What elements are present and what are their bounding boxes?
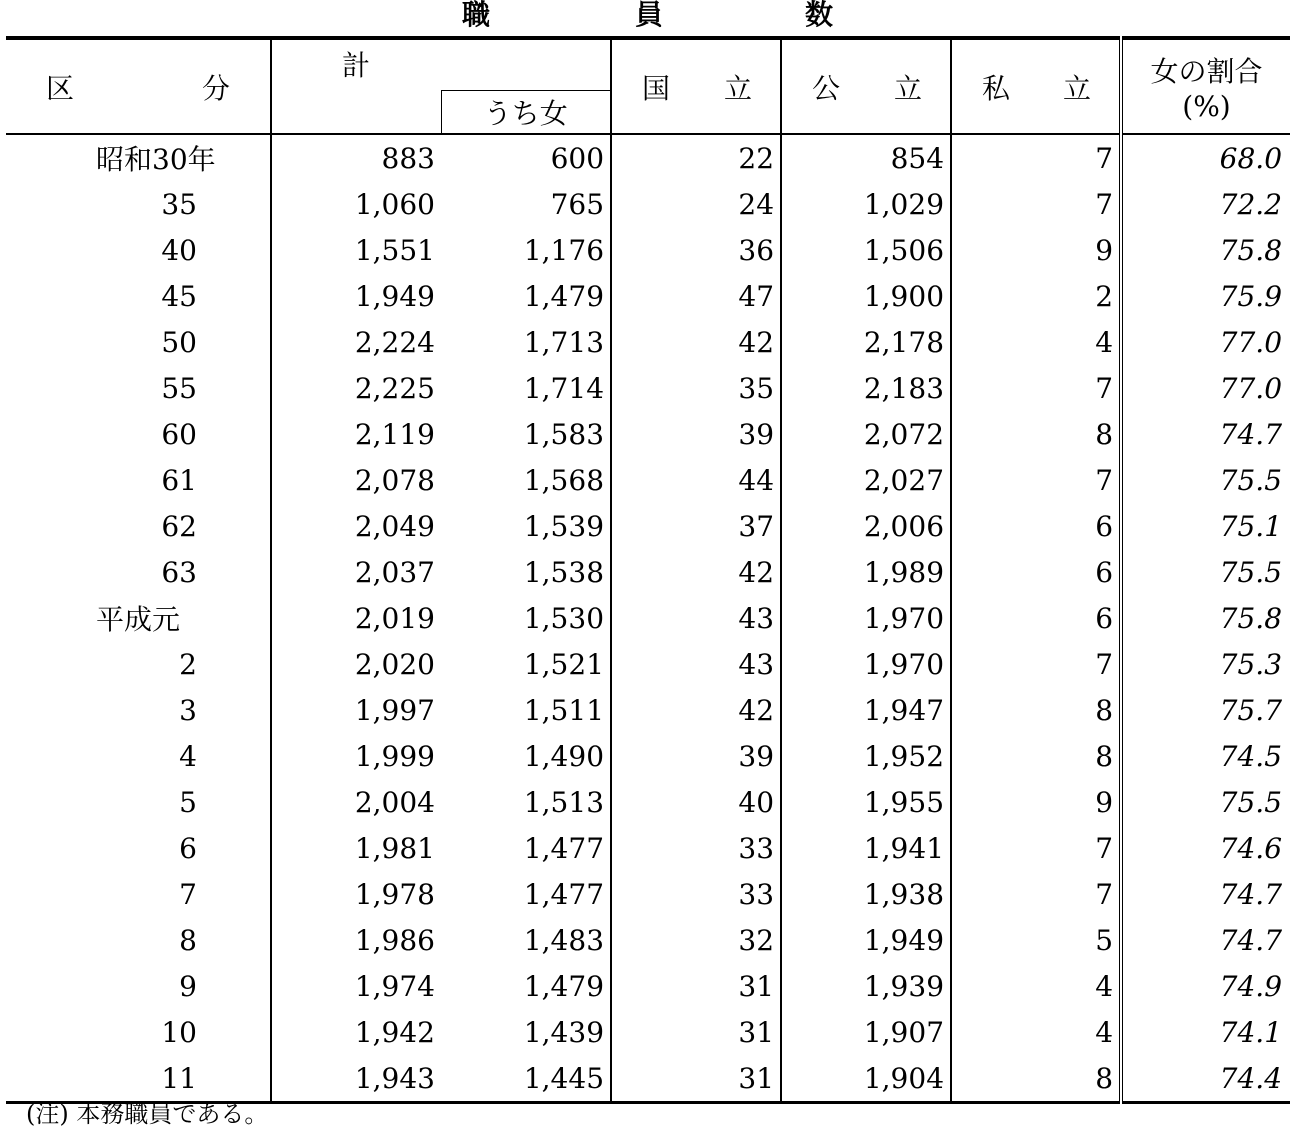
header-kubun: 区 分 — [6, 38, 271, 134]
cell-public: 1,029 — [781, 181, 951, 227]
cell-total: 1,551 — [354, 233, 435, 267]
row-label: 2 — [6, 641, 271, 687]
header-national: 国 立 — [611, 38, 781, 134]
table-row — [6, 134, 1290, 181]
cell-total: 883 — [381, 141, 435, 175]
cell-public: 1,952 — [781, 733, 951, 779]
cell-female: 1,511 — [441, 687, 611, 733]
cell-private: 8 — [1095, 739, 1114, 773]
cell-female-ratio: 74.7 — [1121, 411, 1290, 457]
header-public: 公 立 — [781, 38, 951, 134]
cell-female-ratio: 74.9 — [1121, 963, 1290, 1009]
cell-national: 47 — [611, 273, 781, 319]
table-row — [6, 779, 1290, 825]
table-row — [6, 963, 1290, 1009]
cell-total: 2,049 — [354, 509, 435, 543]
cell-female: 600 — [441, 134, 611, 181]
table-row — [6, 641, 1290, 687]
row-label: 63 — [6, 549, 271, 595]
cell-public: 1,970 — [781, 641, 951, 687]
cell-female: 1,521 — [441, 641, 611, 687]
cell-female-ratio: 74.6 — [1121, 825, 1290, 871]
cell-total: 1,978 — [354, 877, 435, 911]
cell-private: 9 — [1095, 785, 1114, 819]
cell-private: 7 — [1095, 463, 1114, 497]
cell-private: 5 — [1095, 923, 1114, 957]
table-row — [6, 227, 1290, 273]
header-private: 私 立 — [951, 38, 1121, 134]
title-char-1: 職 — [462, 0, 491, 31]
cell-national: 22 — [611, 134, 781, 181]
cell-private: 6 — [1095, 509, 1114, 543]
cell-total: 1,942 — [354, 1015, 435, 1049]
cell-total: 2,004 — [354, 785, 435, 819]
table-row — [6, 457, 1290, 503]
cell-private: 8 — [951, 1055, 1121, 1103]
cell-private: 7 — [1095, 877, 1114, 911]
cell-female-ratio: 77.0 — [1121, 319, 1290, 365]
cell-national: 35 — [611, 365, 781, 411]
row-label: 7 — [6, 871, 271, 917]
cell-private: 7 — [1095, 647, 1114, 681]
cell-total: 1,986 — [354, 923, 435, 957]
table-row — [6, 687, 1290, 733]
row-label: 3 — [6, 687, 271, 733]
cell-female-ratio: 75.1 — [1121, 503, 1290, 549]
row-label: 8 — [6, 917, 271, 963]
cell-female-ratio: 75.5 — [1121, 549, 1290, 595]
cell-total: 1,060 — [354, 187, 435, 221]
cell-total: 1,981 — [354, 831, 435, 865]
row-label: 62 — [6, 503, 271, 549]
cell-private: 8 — [1095, 417, 1114, 451]
cell-public: 854 — [781, 134, 951, 181]
cell-private: 7 — [1095, 831, 1114, 865]
cell-public: 1,904 — [781, 1055, 951, 1103]
cell-female: 1,713 — [441, 319, 611, 365]
cell-female: 1,479 — [441, 963, 611, 1009]
table-row — [6, 549, 1290, 595]
cell-public: 1,949 — [781, 917, 951, 963]
table-row — [6, 411, 1290, 457]
cell-female-ratio: 75.5 — [1121, 779, 1290, 825]
cell-total: 2,078 — [354, 463, 435, 497]
staff-count-table — [6, 36, 1290, 1104]
cell-public: 2,072 — [781, 411, 951, 457]
cell-female-ratio: 75.7 — [1121, 687, 1290, 733]
table-header — [6, 38, 1290, 134]
cell-female: 1,539 — [441, 503, 611, 549]
cell-female: 1,538 — [441, 549, 611, 595]
cell-national: 44 — [611, 457, 781, 503]
row-label: 昭和30年 — [6, 134, 271, 181]
cell-public: 1,989 — [781, 549, 951, 595]
table-row — [6, 871, 1290, 917]
cell-female-ratio: 75.8 — [1121, 227, 1290, 273]
cell-female: 1,513 — [441, 779, 611, 825]
cell-public: 1,938 — [781, 871, 951, 917]
cell-public: 2,006 — [781, 503, 951, 549]
table-title — [0, 0, 1296, 34]
row-label: 11 — [6, 1055, 271, 1103]
row-label: 35 — [6, 181, 271, 227]
cell-total: 1,974 — [354, 969, 435, 1003]
cell-national: 32 — [611, 917, 781, 963]
cell-female-ratio: 68.0 — [1121, 134, 1290, 181]
cell-private: 6 — [1095, 601, 1114, 635]
footnote: (注) 本務職員である。 — [26, 1100, 269, 1128]
row-label: 45 — [6, 273, 271, 319]
table-row — [6, 733, 1290, 779]
cell-national: 39 — [611, 733, 781, 779]
cell-public: 1,970 — [781, 595, 951, 641]
row-label: 平成元 — [6, 595, 271, 641]
cell-female: 1,445 — [441, 1055, 611, 1103]
cell-female: 1,477 — [441, 825, 611, 871]
cell-private: 7 — [1095, 371, 1114, 405]
title-char-2: 員 — [635, 0, 664, 31]
table-row — [6, 825, 1290, 871]
cell-private: 2 — [1095, 279, 1114, 313]
header-female: うち女 — [441, 91, 611, 135]
cell-public: 1,506 — [781, 227, 951, 273]
cell-female-ratio: 75.3 — [1121, 641, 1290, 687]
cell-national: 40 — [611, 779, 781, 825]
cell-public: 1,947 — [781, 687, 951, 733]
header-female-ratio: 女の割合 (%) — [1121, 38, 1290, 134]
cell-private: 8 — [1095, 693, 1114, 727]
cell-female: 1,479 — [441, 273, 611, 319]
cell-public: 2,027 — [781, 457, 951, 503]
cell-private: 4 — [1095, 969, 1114, 1003]
cell-national: 33 — [611, 825, 781, 871]
table-row — [6, 1009, 1290, 1055]
cell-female-ratio: 75.5 — [1121, 457, 1290, 503]
cell-national: 31 — [611, 963, 781, 1009]
header-total-blank — [271, 91, 441, 135]
row-label: 61 — [6, 457, 271, 503]
cell-female-ratio: 72.2 — [1121, 181, 1290, 227]
cell-national: 42 — [611, 319, 781, 365]
row-label: 50 — [6, 319, 271, 365]
table-row — [6, 595, 1290, 641]
cell-female-ratio: 77.0 — [1121, 365, 1290, 411]
cell-female: 1,477 — [441, 871, 611, 917]
cell-female: 1,530 — [441, 595, 611, 641]
table-row — [6, 181, 1290, 227]
row-label: 60 — [6, 411, 271, 457]
cell-private: 9 — [1095, 233, 1114, 267]
row-label: 55 — [6, 365, 271, 411]
row-label: 6 — [6, 825, 271, 871]
cell-total: 2,020 — [354, 647, 435, 681]
row-label: 5 — [6, 779, 271, 825]
cell-female-ratio: 74.1 — [1121, 1009, 1290, 1055]
cell-private: 4 — [1095, 1015, 1114, 1049]
cell-national: 39 — [611, 411, 781, 457]
cell-public: 1,955 — [781, 779, 951, 825]
cell-national: 24 — [611, 181, 781, 227]
title-char-3: 数 — [805, 0, 834, 31]
cell-female: 1,568 — [441, 457, 611, 503]
cell-female: 1,439 — [441, 1009, 611, 1055]
cell-female: 765 — [441, 181, 611, 227]
cell-public: 1,939 — [781, 963, 951, 1009]
cell-national: 31 — [611, 1009, 781, 1055]
cell-national: 43 — [611, 641, 781, 687]
cell-female: 1,490 — [441, 733, 611, 779]
cell-female: 1,714 — [441, 365, 611, 411]
cell-national: 31 — [611, 1055, 781, 1103]
row-label: 10 — [6, 1009, 271, 1055]
cell-private: 7 — [1095, 141, 1114, 175]
cell-female-ratio: 75.9 — [1121, 273, 1290, 319]
cell-female-ratio: 74.7 — [1121, 917, 1290, 963]
row-label: 4 — [6, 733, 271, 779]
cell-total: 1,949 — [354, 279, 435, 313]
header-total: 計 — [271, 38, 611, 91]
cell-public: 1,907 — [781, 1009, 951, 1055]
cell-total: 2,225 — [354, 371, 435, 405]
cell-public: 1,900 — [781, 273, 951, 319]
cell-female-ratio: 74.7 — [1121, 871, 1290, 917]
cell-total: 2,037 — [354, 555, 435, 589]
cell-national: 37 — [611, 503, 781, 549]
cell-public: 2,178 — [781, 319, 951, 365]
row-label: 40 — [6, 227, 271, 273]
cell-female-ratio: 74.4 — [1121, 1055, 1290, 1103]
cell-public: 1,941 — [781, 825, 951, 871]
cell-public: 2,183 — [781, 365, 951, 411]
cell-national: 42 — [611, 549, 781, 595]
table-row — [6, 365, 1290, 411]
cell-private: 4 — [1095, 325, 1114, 359]
table-body — [6, 134, 1290, 1103]
table-row — [6, 273, 1290, 319]
cell-female-ratio: 75.8 — [1121, 595, 1290, 641]
cell-national: 36 — [611, 227, 781, 273]
cell-female: 1,176 — [441, 227, 611, 273]
cell-total: 1,997 — [354, 693, 435, 727]
cell-total: 2,224 — [354, 325, 435, 359]
cell-total: 1,999 — [354, 739, 435, 773]
cell-private: 7 — [1095, 187, 1114, 221]
cell-national: 33 — [611, 871, 781, 917]
cell-national: 42 — [611, 687, 781, 733]
table-row — [6, 917, 1290, 963]
cell-total: 1,943 — [271, 1055, 441, 1103]
table-row — [6, 319, 1290, 365]
cell-female: 1,583 — [441, 411, 611, 457]
table-row — [6, 503, 1290, 549]
cell-national: 43 — [611, 595, 781, 641]
cell-female: 1,483 — [441, 917, 611, 963]
cell-private: 6 — [1095, 555, 1114, 589]
row-label: 9 — [6, 963, 271, 1009]
cell-total: 2,119 — [354, 417, 435, 451]
cell-total: 2,019 — [354, 601, 435, 635]
cell-female-ratio: 74.5 — [1121, 733, 1290, 779]
